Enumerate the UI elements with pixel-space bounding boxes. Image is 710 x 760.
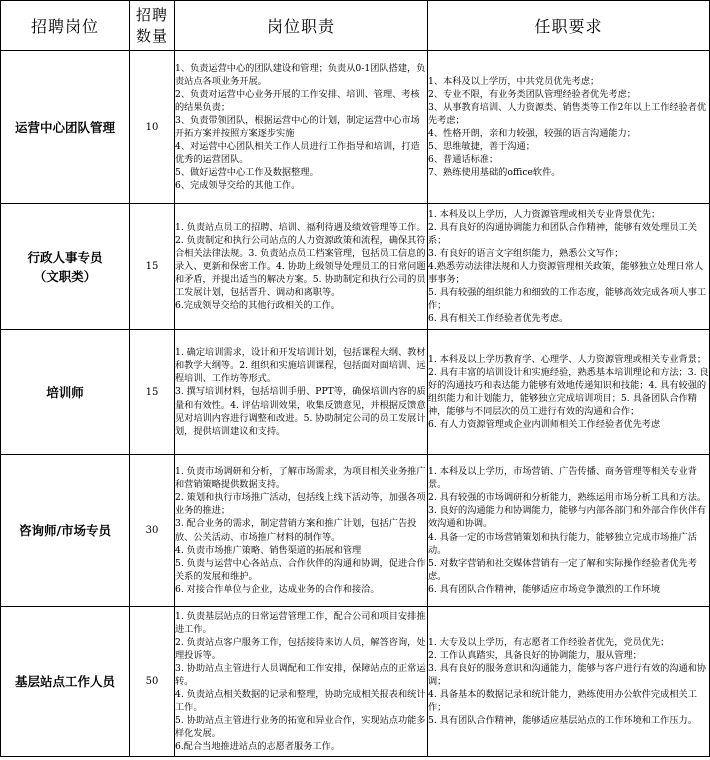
duty-line: 1. 确定培训需求，设计和开发培训计划，包括课程大纲、教材和教学大纲等。2. 组织和实施培训课程，包括面对面培训、远程培训、工作坊等形式。 (175, 347, 426, 385)
requirements-cell (428, 330, 710, 455)
requirement-line: 2、专业不限，有业务类团队管理经验者优先考虑； (428, 88, 636, 100)
duty-line: 4、对运营中心团队相关工作人员进行工作指导和培训，打造优秀的运营团队。 (175, 141, 420, 166)
count-cell: 15 (130, 330, 175, 455)
duties-cell (175, 330, 428, 455)
requirements-cell (428, 204, 710, 330)
requirement-line: 2. 工作认真踏实，具备良好的协调能力，服从管理； (428, 649, 642, 661)
requirement-line: 3. 具有良好的服务意识和沟通能力，能够与客户进行有效的沟通和协调； (428, 662, 707, 687)
count-cell: 15 (130, 204, 175, 330)
count-cell: 50 (130, 607, 175, 757)
table-row (1, 607, 710, 757)
count-cell: 10 (130, 51, 175, 204)
duties-cell (175, 455, 428, 607)
duty-line: 1. 负责市场调研和分析，了解市场需求，为项目相关业务推广和营销策略提供数据支持。 (175, 466, 426, 491)
duty-line: 5、做好运营中心工作及数据整理。 (175, 167, 319, 179)
duty-line: 3. 协助站点主管进行人员调配和工作安排，保障站点的正常运转。 (175, 662, 426, 687)
duty-line: 6、完成领导交给的其他工作。 (175, 180, 301, 192)
requirement-line: 1. 大专及以上学历，有志愿者工作经验者优先，党员优先； (428, 636, 670, 648)
header-count (130, 1, 175, 51)
duty-line: 3. 撰写培训材料，包括培训手册、PPT等，确保培训内容的质量和有效性。4. 评估培训效果，收集反馈意见，并根据反馈意见对培训内容进行调整和改进。5. 协助制定公司的员工发展计划，提供培训建议和支持。 (175, 386, 426, 437)
requirement-line: 1. 本科及以上学历，人力资源管理或相关专业背景优先； (428, 208, 661, 220)
duty-line: 2、负责对运营中心业务开展的工作安排、培训、管理、考核的结果负责； (175, 88, 420, 113)
requirement-line: 4、性格开朗，亲和力较强，较强的语言沟通能力； (428, 128, 636, 139)
requirement-line: 2. 具有丰富的培训设计和实施经验，熟悉基本培训理论和方法；3. 良好的沟通技巧和表达能力能够有效地传递知识和技能；4. 具有较强的组织能力和计划能力，能够独立完成培训项目；5. 具备团队合作精神，能够与不同层次的员工进行有效的沟通和合作； (428, 366, 709, 418)
requirement-line: 7、熟练使用基础的office软件。 (428, 167, 561, 179)
header-row (1, 1, 710, 51)
requirement-line: 5. 具有团队合作精神，能够适应基层站点的工作环境和工作压力。 (428, 715, 697, 727)
position-cell (1, 204, 130, 330)
duty-line: 3. 配合业务的需求，制定营销方案和推广计划，包括广告投放、公关活动、市场推广材料的制作等。 (175, 518, 417, 543)
duty-line: 5. 负责与运营中心各站点、合作伙伴的沟通和协调，促进合作关系的发展和维护。 (175, 557, 426, 582)
duties-cell (175, 51, 428, 204)
requirement-line: 1. 本科及以上学历，市场营销、广告传播、商务管理等相关专业背景。 (428, 466, 697, 491)
duty-line: 1. 负责站点员工的招聘、培训、福利待遇及绩效管理等工作。2. 负责制定和执行公司站点的人力资源政策和流程，确保其符合相关法律法规。3. 负责站点员工档案管理，包括员工信息的录入、更新和保密工作。4. 协助上级领导处理员工的日常问题和矛盾，并提出适当的解决方案。5. 协助制定和执行公司的员工发展计划，包括晋升、调动和离职等。 (175, 221, 426, 299)
requirement-line: 3. 良好的沟通能力和协调能力，能够与内部各部门和外部合作伙伴有效沟通和协调。 (428, 505, 707, 530)
requirement-line: 5. 对数字营销和社交媒体营销有一定了解和实际操作经验者优先考虑。 (428, 557, 697, 582)
requirement-line: 4. 具备基本的数据记录和统计能力，熟练使用办公软件完成相关工作； (428, 689, 697, 714)
position-line2: （文职类） (33, 268, 97, 284)
requirement-line: 2. 具有较强的市场调研和分析能力，熟练运用市场分析工具和方法。 (428, 492, 707, 504)
requirements-cell (428, 51, 710, 204)
requirement-line: 5、思维敏捷，善于沟通； (428, 141, 535, 153)
table-row (1, 51, 710, 204)
position-cell: 运营中心团队管理 (1, 51, 130, 204)
duty-line: 4. 负责市场推广策略、销售渠道的拓展和管理 (175, 544, 362, 556)
table-row (1, 204, 710, 330)
duties-cell (175, 204, 428, 330)
duty-line: 5. 协助站点主管进行业务的拓宽和异业合作，实现站点功能多样化发展。 (175, 715, 426, 740)
duty-line: 6. 对接合作单位与企业，达成业务的合作和接洽。 (175, 583, 380, 595)
requirement-line: 1、本科及以上学历，中共党员优先考虑； (428, 75, 600, 87)
duty-line: 2. 策划和执行市场推广活动，包括线上线下活动等，加强各项业务的推进； (175, 492, 426, 517)
table-row (1, 330, 710, 455)
requirement-line: 6、普通话标准； (428, 154, 499, 166)
requirements-cell (428, 455, 710, 607)
count-cell: 30 (130, 455, 175, 607)
requirement-line: 3. 有良好的语言文字组织能力，熟悉公文写作； (428, 247, 624, 259)
header-count-line2: 数量 (135, 26, 168, 45)
table-row (1, 455, 710, 607)
position-cell: 培训师 (1, 330, 130, 455)
duty-line: 4. 负责站点相关数据的记录和整理，协助完成相关报表和统计工作。 (175, 689, 426, 714)
requirement-line: 6. 有人力资源管理或企业内训师相关工作经验者优先考虑 (428, 419, 661, 431)
requirement-line: 4. 具备一定的市场营销策划和执行能力，能够独立完成市场推广活动。 (428, 531, 697, 556)
requirement-line: 2. 具有良好的沟通协调能力和团队合作精神，能够有效处理员工关系； (428, 221, 697, 246)
header-requirements: 任职要求 (428, 1, 710, 51)
requirements-cell (428, 607, 710, 757)
requirement-line: 5. 具有较强的组织能力和细致的工作态度，能够高效完成各项人事工作； (428, 287, 707, 312)
duty-line: 2. 负责站点客户服务工作，包括接待来访人员，解答咨询，处理投诉等。 (175, 636, 426, 661)
duties-cell (175, 607, 428, 757)
header-duties: 岗位职责 (175, 1, 428, 51)
requirement-line: 3、从事教育培训、人力资源类、销售类等工作2年以上工作经验者优先考虑； (428, 101, 707, 126)
header-position: 招聘岗位 (1, 1, 130, 51)
requirement-line: 6. 具有相关工作经验者优先考虑。 (428, 313, 569, 325)
duty-line: 1. 负责基层站点的日常运营管理工作，配合公司和项目安排推进工作。 (175, 610, 426, 635)
requirement-line: 6. 具有团队合作精神，能够适应市场竞争激烈的工作环境 (428, 583, 661, 595)
requirement-line: 4.熟悉劳动法律法规和人力资源管理相关政策，能够独立处理日常人事事务； (428, 260, 704, 286)
position-cell: 基层站点工作人员 (1, 607, 130, 757)
duty-line: 6.配合当地推进站点的志愿者服务工作。 (175, 741, 340, 753)
requirement-line: 1. 本科及以上学历教育学、心理学、人力资源管理或相关专业背景； (428, 353, 707, 365)
duty-line: 6.完成领导交给的其他行政相关的工作。 (175, 300, 340, 312)
position-cell: 咨询师/市场专员 (1, 455, 130, 607)
duty-line: 1、负责运营中心的团队建设和管理；负责从0-1团队搭建，负责站点各项业务开展。 (175, 62, 426, 87)
position-line1: 行政人事专员 (27, 249, 103, 265)
duty-line: 3、负责带领团队，根据运营中心的计划，制定运营中心市场开拓方案并按照方案逐步实施 (175, 114, 420, 139)
header-count-line1: 招聘 (135, 5, 168, 24)
